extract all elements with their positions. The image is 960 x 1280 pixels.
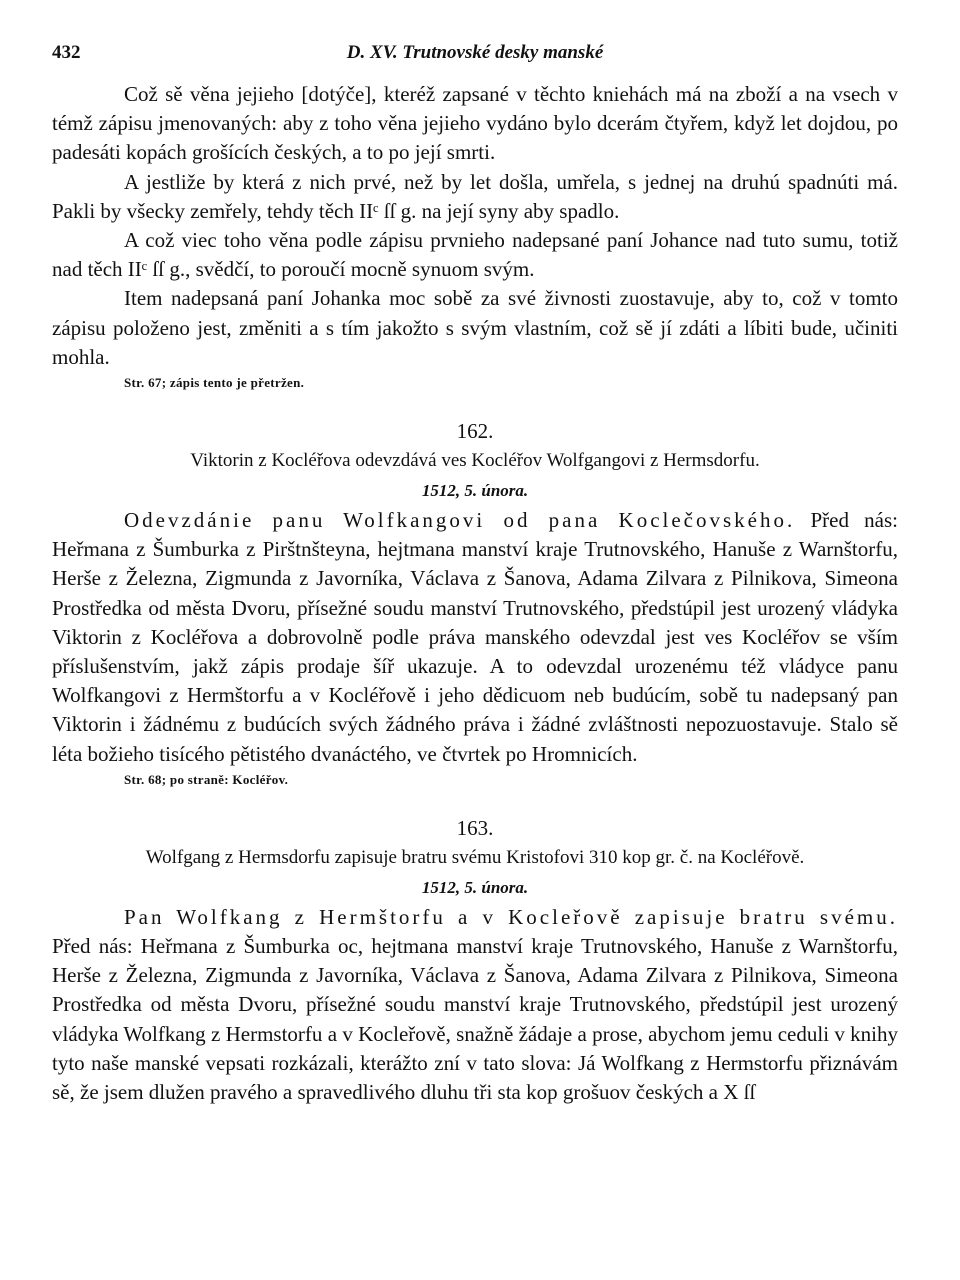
source-note: Str. 67; zápis tento je přetržen. — [124, 375, 305, 391]
entry-date: 1512, 5. února. — [421, 877, 529, 897]
paragraph: Item nadepsaná paní Johanka moc sobě za své živnosti zuostavuje, aby to, což v tomto zápisu položeno jest, změniti a s tím jakožto s svým vlastním, což sě jí zdáti a líbiti bude, učiniti mohla. — [52, 286, 898, 369]
entry-number: 162. — [456, 419, 494, 444]
entry-text: Před nás: Heřmana z Šumburka z Pirštnšteyna, hejtmana manství kraje Trutnovského, Hanuše z Warnštorfu, Heršе z Železna, Zigmunda z Javorníka, Václava z Šanova, Adama Zilvara z Pilnikova, Simeona Prostředka od města Dvoru, přísežné soudu manství Trutnovského, předstúpil jest urozený vládyka Viktorin z Kocléřova a dobrovolně podle práva manského odevzdal jest ves Kocléřov se vším příslušenstvím, jakž zápis prodaje šíř ukazuje. A to odevzdal urozenému též vládyce panu Wolfkangovi z Hermštorfu a v Kocléřově i jeho dědicuom neb budúcím, sobě tu nadepsaný pan Viktorin i žádnému z budúcích svých žádného práva i žádné zvláštnosti nepozuostavuje. Stalo sě léta božieho tisícého pětistého dvanáctého, ve čtvrtek po Hromnicích. — [52, 508, 898, 766]
entry-title: Wolfgang z Hermsdorfu zapisuje bratru svému Kristofovi 310 kop gr. č. na Kocléřově. — [145, 846, 805, 868]
book-page — [52, 40, 898, 1107]
entry-number: 163. — [456, 815, 494, 840]
page-number: 432 — [52, 42, 81, 63]
entry-title: Viktorin z Kocléřova odevzdává ves Kocléřov Wolfgangovi z Hermsdorfu. — [190, 450, 760, 472]
paragraph: A jestliže by která z nich prvé, než by let došla, umřela, s jednej na druhú spadnúti má. Pakli by všecky zemřely, tehdy těch IIᶜ ſſ g. na její syny aby spadlo. — [52, 169, 898, 223]
entry-body — [52, 903, 898, 1107]
entry-text: Před nás: Heřmana z Šumburka oc, hejtmana manství kraje Trutnovského, Hanuše z Warnštorfu, Heršе z Železna, Zigmunda z Javorníka, Václava z Šanova, Adama Zilvara z Pilnikova, Simeona Prostředka od města Dvoru, přísežné soudu manství kraje Trutnovského, předstúpil jest urozený vládyka Wolfkang z Hermstorfu a v Kocleřově, snažně žádaje a prose, abychom jemu ceduli v knihy tyto naše manské vepsati rozkázali, kterážto zní v tato slova: Já Wolfkang z Hermstorfu přiznávám sě, že jsem dlužen pravého a spravedlivého dluhu tři sta kop grošuov českých a X ſſ — [52, 934, 898, 1105]
entry-date: 1512, 5. února. — [421, 481, 529, 501]
entry-lead: Pan Wolfkang z Hermštorfu a v Kocleřově zapisuje bratru svému. — [124, 904, 898, 929]
paragraph: Což sě věna jejieho [dotýče], kteréž zapsané v těchto kniehách má na zboží a na vsech v témž zápisu jmenovaných: aby z toho věna jejieho vydáno bylo dcerám čtyřem, když let dojdou, po padesáti kopách grošících českých, a to po její smrti. — [52, 82, 898, 165]
running-title: D. XV. Trutnovské desky manské — [346, 42, 604, 63]
entry-body — [52, 506, 898, 769]
running-head — [52, 40, 898, 80]
paragraph: A což viec toho věna podle zápisu prvnieho nadepsané paní Johance nad tuto sumu, totiž nad těch IIᶜ ſſ g., svědčí, to poroučí mocně synuom svým. — [52, 228, 898, 282]
source-note: Str. 68; po straně: Kocléřov. — [124, 771, 289, 787]
entry-lead: Odevzdánie panu Wolfkangovi od pana Koclečovského. — [124, 508, 796, 533]
